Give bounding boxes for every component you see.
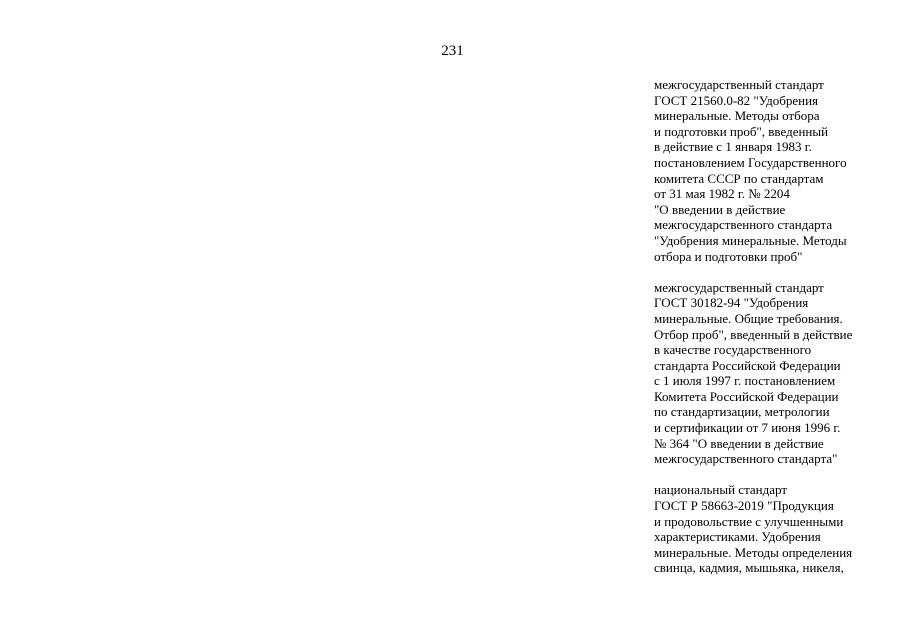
text-line: и подготовки проб", введенный <box>654 123 829 139</box>
text-line: и сертификации от 7 июня 1996 г. <box>654 420 841 436</box>
text-line: ГОСТ Р 58663-2019 "Продукция <box>654 498 834 514</box>
text-line: стандарта Российской Федерации <box>654 357 841 373</box>
text-line: минеральные. Методы отбора <box>654 108 820 124</box>
text-line: Отбор проб", введенный в действие <box>654 326 853 342</box>
text-line: свинца, кадмия, мышьяка, никеля, <box>654 560 844 576</box>
text-line: национальный стандарт <box>654 482 788 498</box>
text-line: № 364 "О введении в действие <box>654 435 824 451</box>
text-line: межгосударственный стандарт <box>654 77 824 92</box>
text-line: межгосударственного стандарта" <box>654 451 838 467</box>
text-column <box>654 77 899 592</box>
text-line: минеральные. Общие требования. <box>654 310 843 326</box>
text-line: отбора и подготовки проб" <box>654 248 803 264</box>
text-line: в действие с 1 января 1983 г. <box>654 139 812 155</box>
text-line: межгосударственного стандарта <box>654 217 833 233</box>
text-line: от 31 мая 1982 г. № 2204 <box>654 186 790 202</box>
text-line: межгосударственный стандарт <box>654 279 824 295</box>
standard-entry-2 <box>654 280 899 467</box>
text-line: и продовольствие с улучшенными <box>654 513 844 529</box>
text-line: минеральные. Методы определения <box>654 544 853 560</box>
text-line: постановлением Государственного <box>654 154 847 170</box>
text-line: ГОСТ 30182-94 "Удобрения <box>654 295 809 311</box>
text-line: "О введении в действие <box>654 201 786 217</box>
page-number: 231 <box>441 43 464 59</box>
standard-entry-3 <box>654 482 899 576</box>
standard-entry-1 <box>654 77 899 264</box>
text-line: характеристиками. Удобрения <box>654 529 821 545</box>
text-line: с 1 июля 1997 г. постановлением <box>654 373 836 389</box>
text-line: "Удобрения минеральные. Методы <box>654 232 847 248</box>
text-line: Комитета Российской Федерации <box>654 388 839 404</box>
text-line: комитета СССР по стандартам <box>654 170 824 186</box>
text-line: по стандартизации, метрологии <box>654 404 830 420</box>
text-line: ГОСТ 21560.0-82 "Удобрения <box>654 92 819 108</box>
text-line: в качестве государственного <box>654 342 812 358</box>
